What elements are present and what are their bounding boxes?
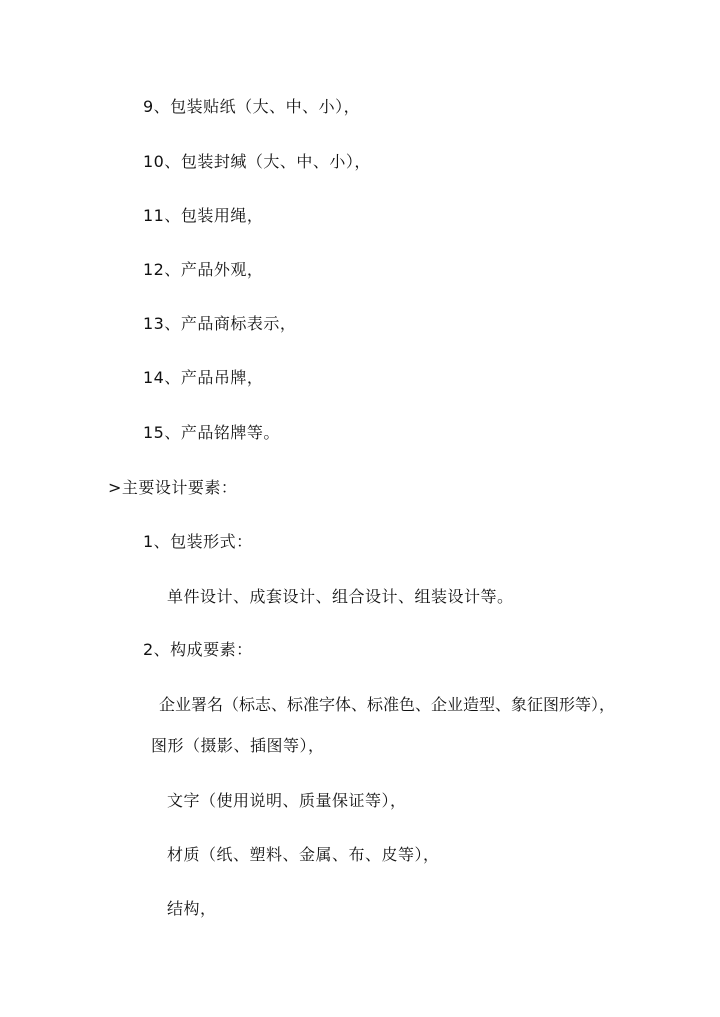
component-material: 材质（纸、塑料、金属、布、皮等），	[167, 845, 440, 864]
component-structure: 结构，	[167, 899, 217, 918]
list-item-12: 12、产品外观，	[143, 260, 264, 279]
list-item-13: 13、产品商标表示，	[143, 314, 297, 333]
section-heading: >主要设计要素：	[108, 478, 238, 497]
list-item-11: 11、包装用绳，	[143, 206, 264, 225]
list-item-9: 9、包装贴纸（大、中、小），	[143, 97, 361, 116]
subheading-components: 2、构成要素：	[143, 640, 253, 659]
subheading-packaging-form: 1、包装形式：	[143, 532, 253, 551]
list-item-14: 14、产品吊牌，	[143, 368, 264, 387]
list-item-15: 15、产品铭牌等。	[143, 423, 280, 442]
component-corporate-signature: 企业署名（标志、标准字体、标准色、企业造型、象征图形等），	[159, 695, 616, 714]
component-graphics: 图形（摄影、插图等），	[151, 736, 325, 755]
packaging-form-text: 单件设计、成套设计、组合设计、组装设计等。	[167, 587, 514, 606]
list-item-10: 10、包装封缄（大、中、小），	[143, 152, 371, 171]
component-text: 文字（使用说明、质量保证等），	[167, 791, 407, 810]
